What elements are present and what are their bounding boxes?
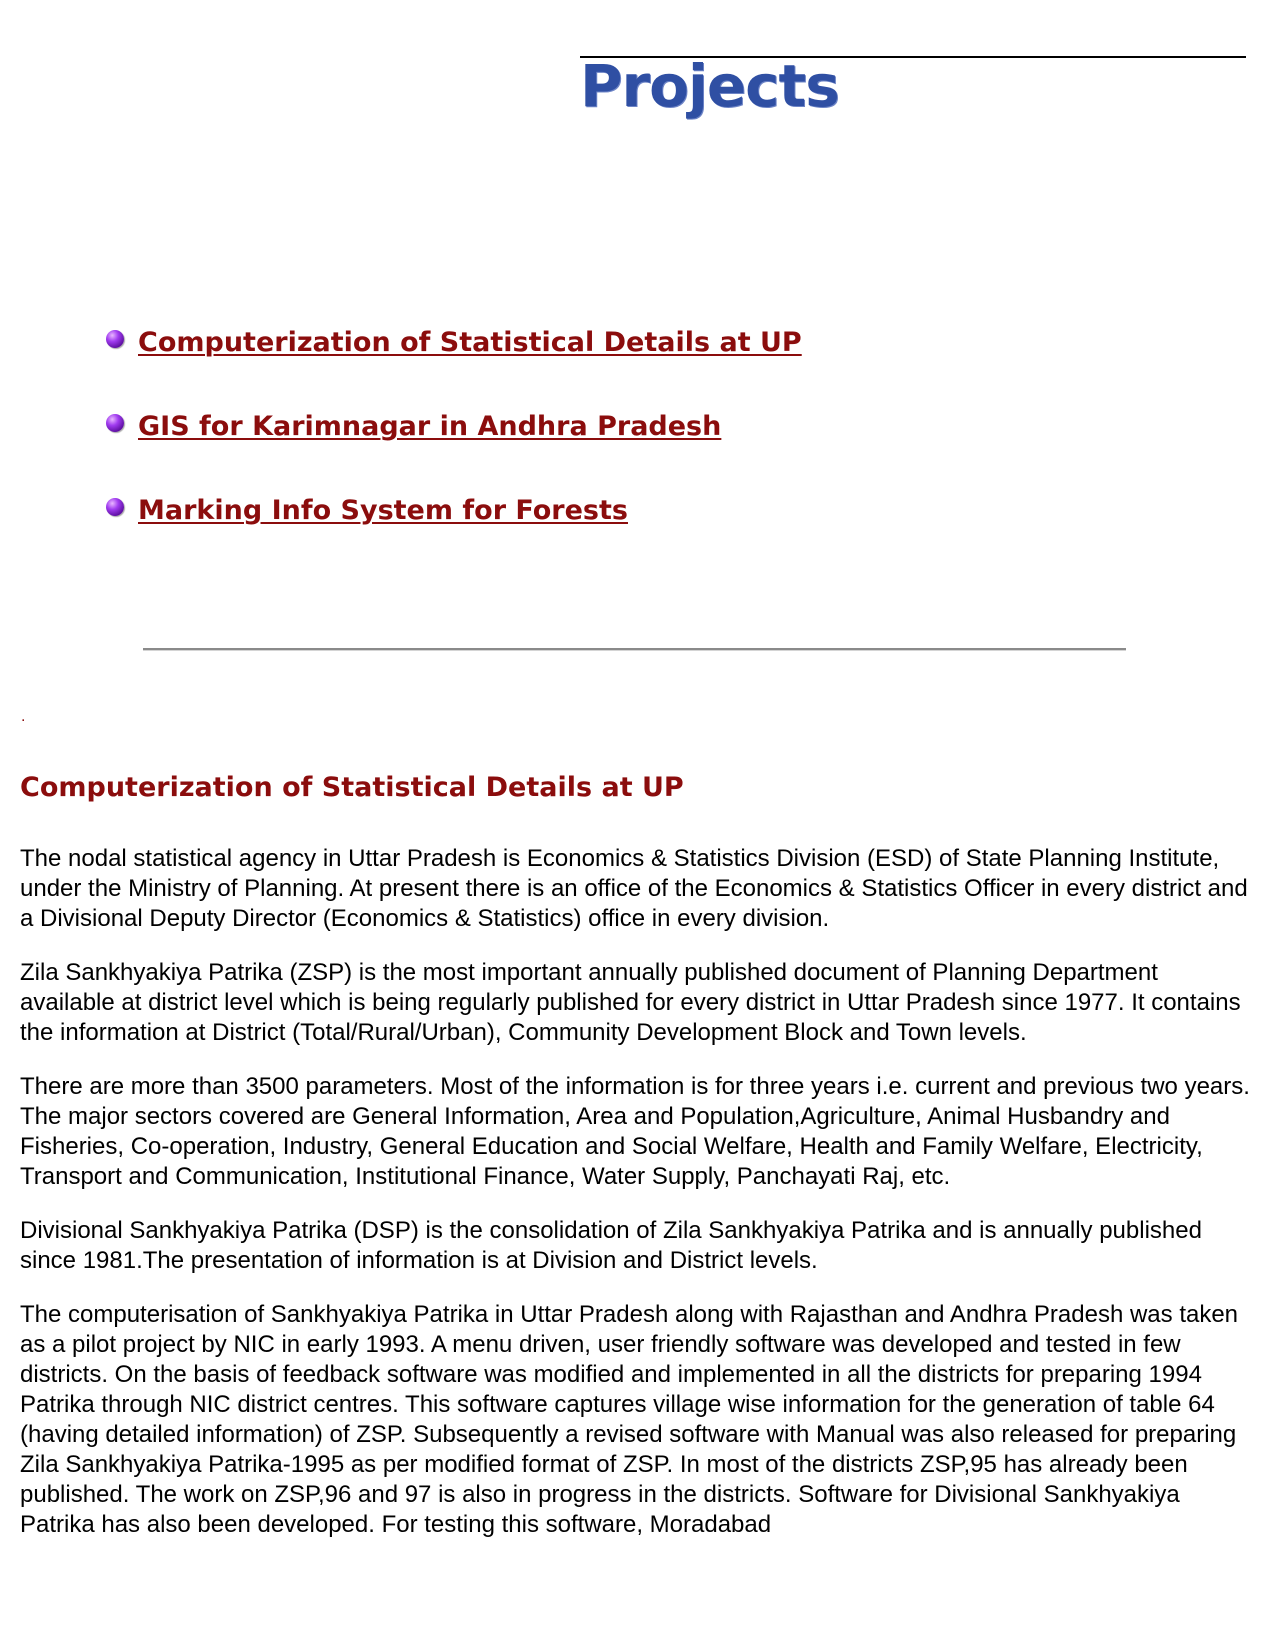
anchor-marker: . — [21, 708, 26, 725]
project-link-marking-info-forests[interactable]: Marking Info System for Forests — [138, 494, 628, 526]
list-item — [106, 300, 802, 384]
paragraph: There are more than 3500 parameters. Most of the information is for three years i.e. current and previous two years. The major sectors covered are General Information, Area and Population,Agriculture, Animal Husbandry and Fisheries, Co-operation, Industry, General Education and Social Welfare, Health and Family Welfare, Electricity, Transport and Communication, Institutional Finance, Water Supply, Panchayati Raj, etc. — [20, 1073, 1250, 1190]
page-title: Projects — [580, 52, 839, 120]
project-link-gis-karimnagar[interactable]: GIS for Karimnagar in Andhra Pradesh — [138, 410, 722, 442]
paragraph: Zila Sankhyakiya Patrika (ZSP) is the most important annually published document of Planning Department available at district level which is being regularly published for every district in Uttar Pradesh since 1977. It contains the information at District (Total/Rural/Urban), Community Development Block and Town levels. — [20, 959, 1241, 1046]
list-item — [106, 468, 802, 552]
project-link-statistical-details[interactable]: Computerization of Statistical Details at UP — [138, 326, 802, 358]
list-item — [106, 384, 802, 468]
purple-bullet-icon — [106, 330, 124, 348]
project-list — [106, 300, 802, 552]
paragraph: Divisional Sankhyakiya Patrika (DSP) is the consolidation of Zila Sankhyakiya Patrika and is annually published since 1981.The presentation of information is at Division and District levels. — [20, 1217, 1202, 1274]
purple-bullet-icon — [106, 414, 124, 432]
paragraph: The computerisation of Sankhyakiya Patrika in Uttar Pradesh along with Rajasthan and Andhra Pradesh was taken as a pilot project by NIC in early 1993. A menu driven, user friendly software was developed and tested in few districts. On the basis of feedback software was modified and implemented in all the districts for preparing 1994 Patrika through NIC district centres. This software captures village wise information for the generation of table 64 (having detailed information) of ZSP. Subsequently a revised software with Manual was also released for preparing Zila Sankhyakiya Patrika-1995 as per modified format of ZSP. In most of the districts ZSP,95 has already been published. The work on ZSP,96 and 97 is also in progress in the districts. Software for Divisional Sankhyakiya Patrika has also been developed. For testing this software, Moradabad — [20, 1301, 1239, 1538]
section-heading: Computerization of Statistical Details at UP — [20, 772, 684, 803]
purple-bullet-icon — [106, 498, 124, 516]
paragraph: The nodal statistical agency in Uttar Pradesh is Economics & Statistics Division (ESD) of State Planning Institute, under the Ministry of Planning. At present there is an office of the Economics & Statistics Officer in every district and a Divisional Deputy Director (Economics & Statistics) office in every division. — [20, 845, 1248, 932]
section-divider — [143, 648, 1126, 651]
section-body — [20, 844, 1255, 1564]
